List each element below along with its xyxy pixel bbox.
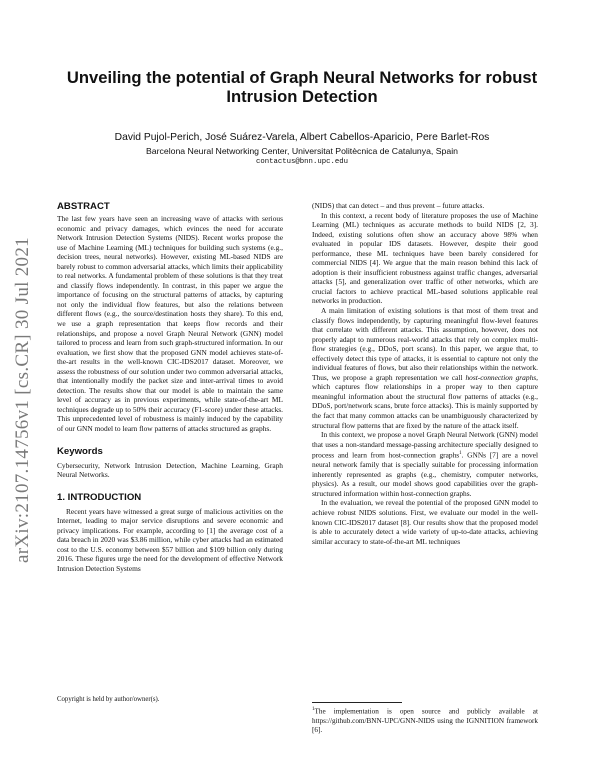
contact-email[interactable]: contactus@bnn.upc.edu	[256, 158, 348, 166]
left-column	[57, 201, 283, 574]
introduction-heading: 1. INTRODUCTION	[57, 491, 142, 503]
intro-paragraph-4-part-a: In this context, we propose a novel Graph Neural Network (GNN) model that uses a non-standard message-passing architecture specially designed to process and learn from host-connection graphs	[312, 430, 538, 460]
footnote-text: The implementation is open source and publicly available at https://github.com/BNN-UPC/GNN-NIDS using the IGNNITION framework [6].	[312, 707, 538, 734]
intro-paragraph-4	[312, 430, 538, 498]
footnote-divider	[312, 702, 402, 703]
keywords-heading: Keywords	[57, 445, 103, 457]
keywords-text: Cybersecurity, Network Intrusion Detection, Machine Learning, Graph Neural Networks.	[57, 460, 283, 480]
intro-paragraph-4-part-b: . GNNs [7] are a novel neural network family that is specially suitable for processing information inherently represented as graphs (e.g., chemistry, computer networks, physics). As a result, our model shows good capabilities over the graph-structured information within host-connection graphs.	[312, 450, 538, 498]
intro-paragraph-3-part-a: A main limitation of existing solutions is that most of them treat and classify flows independently, by capturing meaningful flow-level features that correlate with different attacks. This assumption, however, does not properly adapt to numerous real-world attacks that rely on complex multi-flow strategies (e.g., DDoS, port scans). In this paper, we argue that, to effectively detect this type of attacks, it is essential to capture not only the individual features of flows, but also their relationships within the network. Thus, we propose a graph representation we call	[312, 306, 538, 382]
intro-continuation: (NIDS) that can detect – and thus prevent – future attacks.	[312, 201, 485, 210]
author-list: David Pujol-Perich, José Suárez-Varela, Albert Cabellos-Aparicio, Pere Barlet-Ros	[114, 132, 490, 143]
arxiv-stamp	[8, 205, 38, 595]
footnote-marker[interactable]: 1	[459, 451, 462, 457]
footnote-number: 1	[312, 707, 315, 712]
intro-paragraph-1: Recent years have witnessed a great surge of malicious activities on the Internet, leading to major service disruptions and severe economic and privacy implications. For example, according to [1] the average cost of a data breach in 2020 was $3.86 million, while cyber attacks had an estimated cost to the U.S. economy between $57 billion and $109 billion only during 2016. These figures urge the need for the development of effective Network Intrusion Detection Systems	[57, 506, 283, 573]
abstract-heading: ABSTRACT	[57, 201, 110, 212]
arxiv-stamp-text: arXiv:2107.14756v1 [cs.CR] 30 Jul 2021	[12, 237, 33, 563]
footnote	[312, 705, 538, 735]
intro-paragraph-3-part-b: , which captures flow relationships in a proper way to then capture meaningful information about the structural flow patterns of attacks (e.g., DDoS, port/network scans, brute force attacks). This is mainly supported by the fact that many common attacks can be unambiguously characterized by structural flow patterns that are fixed by the nature of the attack itself.	[312, 372, 538, 430]
right-column	[312, 201, 538, 546]
copyright-note: Copyright is held by author/owner(s).	[57, 696, 160, 703]
paper-title: Unveiling the potential of Graph Neural Networks for robust Intrusion Detection	[66, 68, 538, 106]
affiliation: Barcelona Neural Networking Center, Universitat Politècnica de Catalunya, Spain	[146, 146, 458, 156]
intro-paragraph-2: In this context, a recent body of literature proposes the use of Machine Learning (ML) techniques as accurate methods to build NIDS [2, 3]. Indeed, existing solutions often show an accuracy above 98% when evaluated in popular IDS datasets. However, despite their good performance, these ML techniques have been barely considered for commercial NIDS [4]. We argue that the main reason behind this lack of adoption is their insufficient robustness against traffic changes, adversarial attacks [5], and generalization over traffic of other networks, which are crucial factors to achieve practical ML-based solutions applicable real networks in production.	[312, 210, 538, 306]
host-connection-graphs-term: host-connection graphs	[465, 372, 537, 382]
abstract-text: The last few years have seen an increasing wave of attacks with serious economic and privacy damages, which evinces the need for accurate Network Intrusion Detection Systems (NIDS). Recent works propose the use of Machine Learning (ML) techniques for building such systems (e.g., decision trees, neural networks). However, existing ML-based NIDS are barely robust to common adversarial attacks, which limits their applicability to real networks. A fundamental problem of these solutions is that they treat and classify flows independently. In contrast, in this paper we argue the importance of focusing on the structural patterns of attacks, by capturing not only the individual flow features, but also the relations between different flows (e.g., the source/destination hosts they share). To this end, we use a graph representation that keeps flow records and their relationships, and propose a novel Graph Neural Network (GNN) model tailored to process and learn from such graph-structured information. In our evaluation, we first show that the proposed GNN model achieves state-of-the-art results in the well-known CIC-IDS2017 dataset. Moreover, we assess the robustness of our solution under two common adversarial attacks, that intentionally modify the packet size and inter-arrival times to avoid detection. The results show that our model is able to maintain the same level of accuracy as in previous experiments, while state-of-the-art ML techniques degrade up to 50% their accuracy (F1-score) under these attacks. This unprecedented level of robustness is mainly induced by the capability of our GNN model to learn flow patterns of attacks structured as graphs.	[57, 214, 283, 434]
intro-paragraph-3	[312, 306, 538, 430]
intro-paragraph-5: In the evaluation, we reveal the potential of the proposed GNN model to achieve robust NIDS solutions. First, we evaluate our model in the well-known CIC-IDS2017 dataset [8]. Our results show that the proposed model is able to accurately detect a wide variety of up-to-date attacks, achieving similar accuracy to state-of-the-art ML techniques	[312, 498, 538, 546]
